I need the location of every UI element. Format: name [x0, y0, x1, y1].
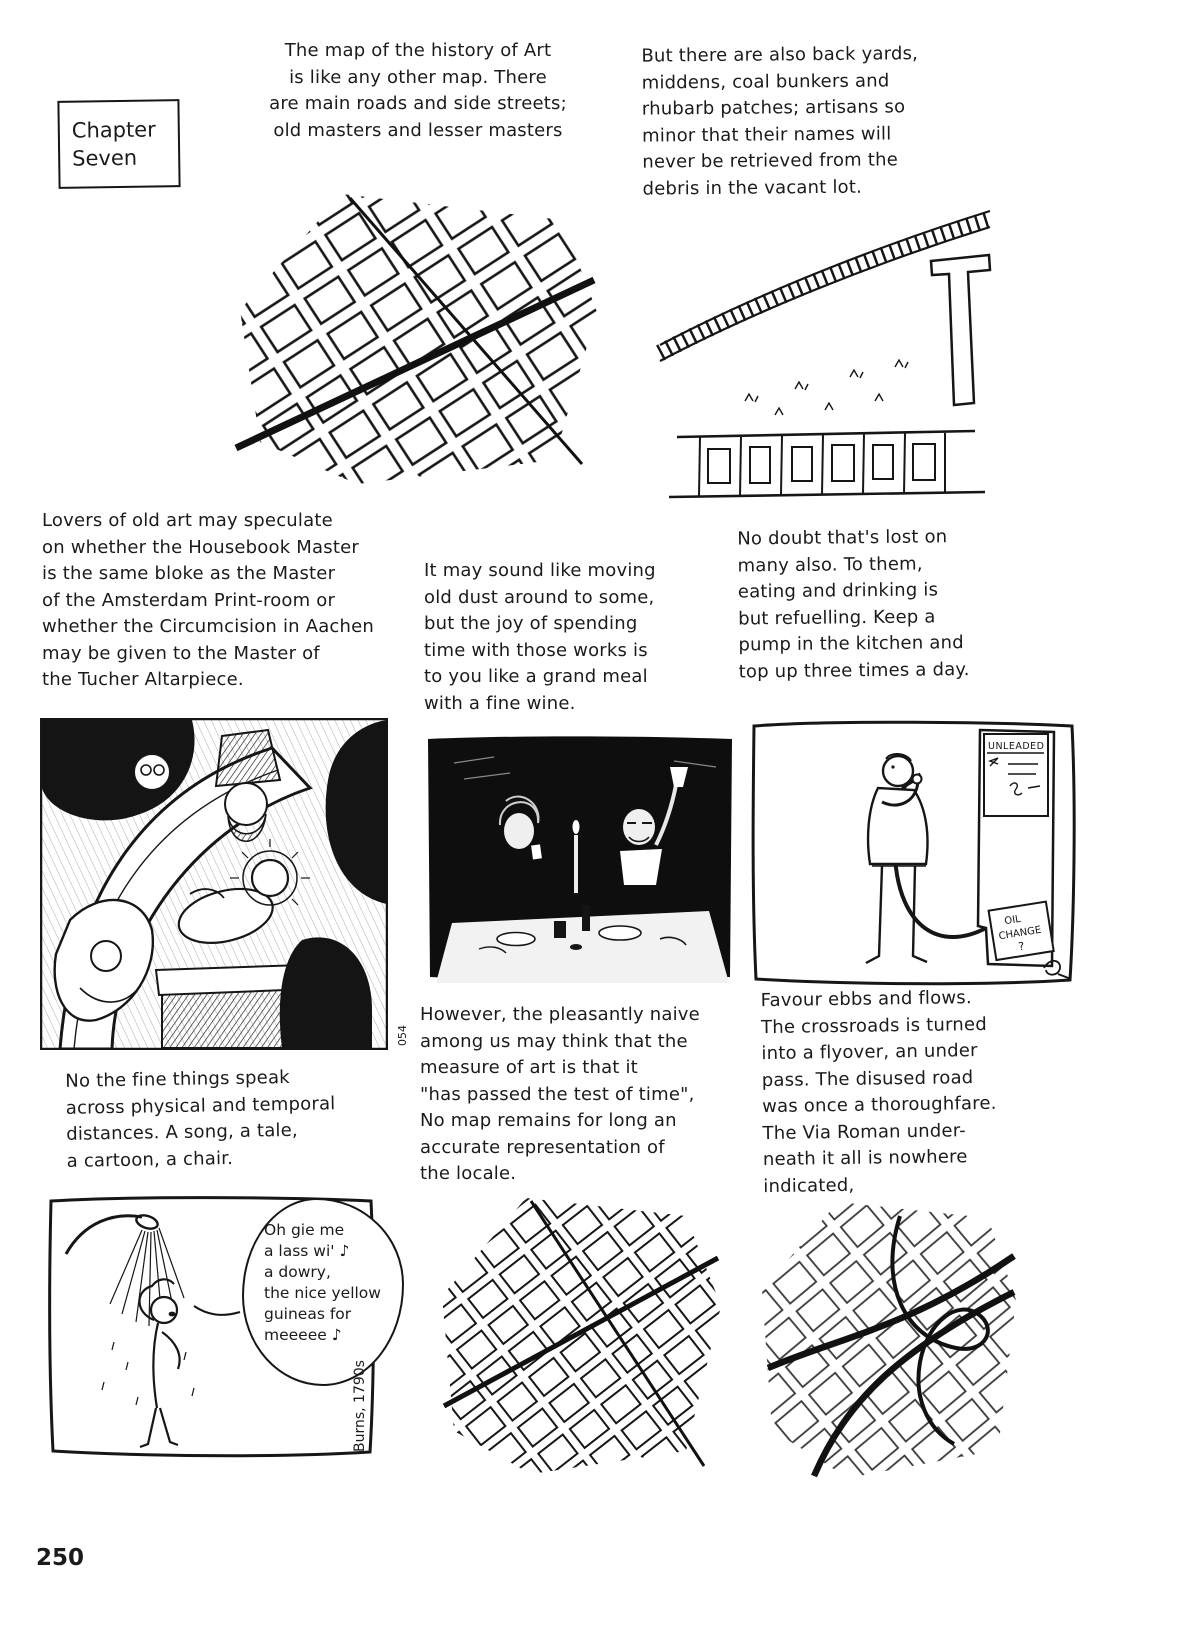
yard-partitions	[699, 433, 945, 496]
yard-wall-top	[677, 431, 975, 437]
text-line: whether the Circumcision in Aachen	[42, 616, 375, 637]
caption-map-of-art-history	[248, 38, 588, 144]
candle-flame	[573, 820, 580, 834]
panel-circumcision-artwork	[40, 718, 388, 1050]
text-line: debris in the vacant lot.	[642, 176, 863, 200]
caption-lovers-of-old-art	[42, 508, 412, 694]
text-line: It may sound like moving	[424, 560, 656, 581]
text-line: but the joy of spending	[424, 613, 638, 634]
text-line: meeeee ♪	[264, 1326, 342, 1344]
ground-line	[669, 492, 985, 497]
text-line: are main roads and side streets;	[269, 93, 567, 114]
caption-refuelling	[737, 524, 1019, 686]
chapter-line-1: Chapter	[71, 117, 156, 143]
caption-test-of-time	[420, 1002, 740, 1188]
caption-moving-old-dust	[424, 558, 714, 717]
text-line: The crossroads is turned	[760, 1013, 988, 1038]
panel-dinner-scene	[424, 733, 736, 983]
song-attribution: Burns, 1790s	[352, 1360, 368, 1452]
page-number: 250	[36, 1545, 85, 1571]
text-line: with a fine wine.	[424, 692, 576, 714]
text-line: Lovers of old art may speculate	[42, 510, 333, 531]
text-line: but refuelling. Keep a	[738, 605, 936, 629]
text-line: The Via Roman under-	[762, 1119, 967, 1144]
text-line: the Tucher Altarpiece.	[42, 669, 244, 690]
text-line: a lass wi' ♪	[264, 1242, 350, 1260]
text-line: eating and drinking is	[737, 579, 939, 603]
text-line: No the fine things speak	[65, 1066, 291, 1092]
text-line: time with those works is	[424, 639, 648, 661]
speech-balloon	[242, 1198, 404, 1386]
text-line: No map remains for long an	[420, 1110, 677, 1131]
text-line: a dowry,	[264, 1263, 331, 1281]
flyover-map-sketch	[758, 1200, 1020, 1480]
text-line: never be retrieved from the	[642, 149, 899, 173]
singer-head	[151, 1297, 177, 1323]
hooded-face	[91, 941, 121, 971]
text-line: Oh gie me	[264, 1221, 345, 1239]
text-line: old dust around to some,	[424, 586, 655, 608]
text-line: accurate representation of	[420, 1136, 665, 1158]
text-line: pass. The disused road	[761, 1066, 974, 1091]
note-line-1: OIL	[1003, 913, 1022, 928]
artist-signature: 054	[396, 1025, 409, 1046]
left-diner-face	[504, 813, 534, 849]
text-line: But there are also back yards,	[641, 43, 919, 67]
text-line: the locale.	[420, 1163, 517, 1184]
street-map-sketch-1	[232, 192, 607, 490]
text-line: the nice yellow	[264, 1284, 381, 1302]
rail-bottom	[660, 227, 990, 361]
chapter-box	[57, 99, 180, 189]
caption-back-yards	[641, 40, 1002, 202]
note-line-3: ?	[1017, 939, 1026, 954]
text-line: guineas for	[264, 1305, 352, 1323]
text-line: of the Amsterdam Print-room or	[42, 589, 336, 611]
hand	[913, 775, 922, 784]
viaduct-backyards-sketch	[645, 205, 995, 505]
text-line: on whether the Housebook Master	[42, 536, 359, 558]
text-line: pump in the kitchen and	[738, 632, 964, 656]
text-line: across physical and temporal	[65, 1092, 336, 1119]
text-line: old masters and lesser masters	[273, 119, 563, 141]
right-diner-face	[623, 809, 655, 845]
text-line: The map of the history of Art	[284, 40, 552, 61]
shirt	[868, 788, 927, 864]
text-line: to you like a grand meal	[424, 666, 648, 687]
panel-petrol-pump	[748, 716, 1078, 988]
city-blocks	[762, 1202, 1016, 1478]
city-blocks	[442, 1198, 721, 1474]
text-line: middens, coal bunkers and	[641, 69, 890, 94]
caption-favour-ebbs	[761, 984, 1064, 1200]
text-line: top up three times a day.	[738, 658, 970, 682]
drinker-head	[883, 756, 913, 786]
text-line: "has passed the test of time",	[420, 1083, 695, 1105]
city-blocks	[240, 194, 597, 484]
text-line: is like any other map. There	[289, 66, 547, 88]
eye	[891, 765, 894, 768]
text-line: No doubt that's lost on	[737, 526, 948, 550]
text-line: However, the pleasantly naive	[420, 1004, 700, 1025]
street-map-sketch-2	[436, 1196, 726, 1476]
white-collar	[620, 849, 662, 885]
text-line: among us may think that the	[420, 1030, 688, 1052]
chapter-line-2: Seven	[72, 145, 138, 171]
text-line: may be given to the Master of	[42, 642, 320, 664]
pump-sign-label: UNLEADED	[988, 741, 1045, 752]
pillar-structure	[931, 255, 990, 405]
caption-fine-things-speak	[65, 1063, 397, 1175]
text-line: into a flyover, an under	[761, 1040, 978, 1065]
text-line: Favour ebbs and flows.	[760, 987, 972, 1012]
text-line: many also. To them,	[737, 553, 923, 576]
open-mouth	[169, 1312, 176, 1317]
text-line: distances. A song, a tale,	[66, 1119, 299, 1145]
candle	[574, 835, 578, 893]
note-line-2: CHANGE	[997, 924, 1043, 943]
priest-face	[134, 754, 170, 790]
text-line: is the same bloke as the Master	[42, 563, 336, 584]
bishop-face	[225, 783, 267, 825]
text-line: minor that their names will	[642, 122, 892, 147]
text-line: indicated,	[763, 1174, 855, 1197]
mitre-hat	[216, 730, 280, 786]
text-line: was once a thoroughfare.	[762, 1092, 997, 1118]
text-line: measure of art is that it	[420, 1057, 638, 1078]
grass-scribbles	[745, 360, 908, 415]
child-head	[252, 860, 288, 896]
text-line: a cartoon, a chair.	[66, 1147, 234, 1172]
text-line: neath it all is nowhere	[762, 1146, 968, 1171]
text-line: rhubarb patches; artisans so	[641, 96, 906, 120]
oil-change-note	[989, 902, 1054, 960]
